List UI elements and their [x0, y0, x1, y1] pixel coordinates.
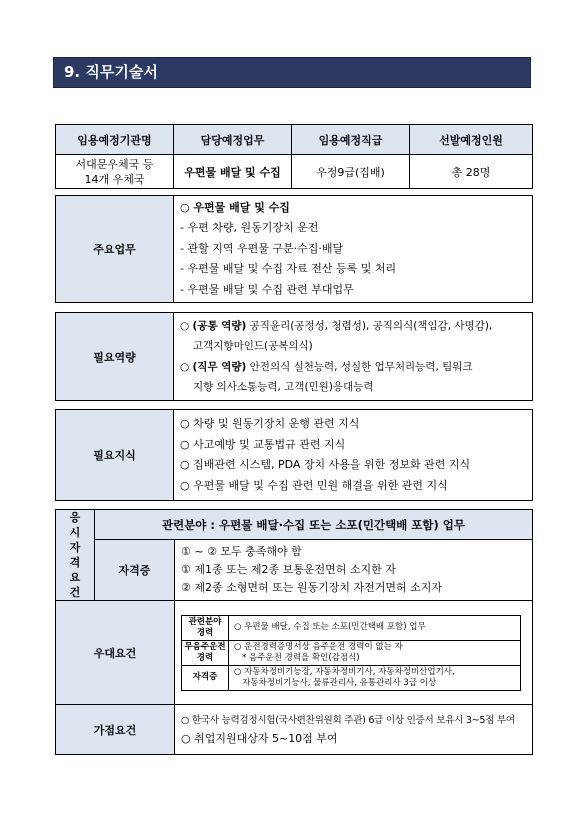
recruit-table: [55, 124, 533, 189]
col-header-count: 선발예정인원: [410, 125, 533, 155]
col-header-duty: 담당예정업무: [174, 125, 292, 155]
cert-item: ① 제1종 또는 제2종 보통운전면허 소지한 자: [181, 563, 396, 577]
qualification-side-label: 응 시 자 격 요 건: [56, 510, 95, 601]
knowledge-item: ○ 집배관련 시스템, PDA 장치 사용을 위한 정보화 관련 지식: [180, 458, 471, 471]
cell-duty: 우편물 배달 및 수집: [174, 155, 292, 189]
cert-item: ① ~ ② 모두 충족해야 함: [181, 545, 302, 559]
knowledge-table: [55, 409, 533, 501]
competency-item-cont: 지향 의사소통능력, 고객(민원)응대능력: [193, 381, 374, 393]
competency-label: 필요역량: [56, 313, 174, 401]
pref-key: 관련분야 경력: [182, 615, 229, 640]
section-title: 9. 직무기술서: [53, 57, 531, 88]
bonus-list: [175, 705, 533, 755]
knowledge-label: 필요지식: [56, 410, 174, 501]
pref-row: [182, 665, 521, 690]
duty-item: - 우편 차량, 원동기장치 운전: [180, 221, 319, 235]
duty-item: - 우편물 배달 및 수집 관련 부대업무: [180, 282, 354, 296]
knowledge-item: ○ 사고예방 및 교통법규 관련 지식: [180, 437, 346, 451]
pref-table: [181, 615, 521, 691]
bonus-label: 가점요건: [56, 705, 175, 755]
duty-item: ○ 우편물 배달 및 수집: [180, 200, 290, 214]
qualification-table: [55, 509, 533, 755]
competency-item: ○ (직무 역량) 안전의식 실천능력, 성실한 업무처리능력, 팀워크: [180, 360, 473, 373]
cell-count: 총 28명: [410, 155, 533, 189]
cell-agency: 서대문우체국 등 14개 우체국: [56, 155, 174, 189]
pref-value: ○ 우편물 배달, 수집 또는 소포(민간택배 포함) 업무: [229, 615, 521, 640]
duties-list: [174, 196, 533, 303]
pref-key: 자격증: [182, 665, 229, 690]
related-field: 관련분야 : 우편물 배달·수집 또는 소포(민간택배 포함) 업무: [95, 510, 533, 540]
pref-cell: [175, 601, 533, 705]
competency-table: [55, 312, 533, 401]
competency-item-cont: 고객지향마인드(공복의식): [193, 340, 313, 352]
knowledge-item: ○ 우편물 배달 및 수집 관련 민원 해결을 위한 관련 지식: [180, 478, 448, 492]
cert-item: ② 제2종 소형면허 또는 원동기장치 자전거면허 소지자: [181, 581, 442, 595]
knowledge-list: [174, 410, 533, 501]
duty-item: - 관할 지역 우편물 구분·수집·배달: [180, 241, 344, 255]
bonus-item: ○ 취업지원대상자 5~10점 부여: [181, 731, 338, 745]
cert-list: [175, 540, 533, 601]
duties-table: [55, 195, 533, 303]
competency-list: [174, 313, 533, 401]
knowledge-item: ○ 차량 및 원동기장치 운행 관련 지식: [180, 417, 360, 430]
pref-value: ○ 자동차정비기능장, 자동차정비기사, 자동차정비산업기사, 자동차정비기능사, 물류관리사, 유통관리사 3급 이상: [229, 665, 521, 690]
pref-value: ○ 운전경력증명서상 음주운전 경력이 없는 자 * 음주운전 경력을 확인(감점식): [229, 640, 521, 665]
pref-key: 무음주운전 경력: [182, 640, 229, 665]
pref-row: [182, 640, 521, 665]
cell-grade: 우정9급(집배): [292, 155, 410, 189]
duties-label: 주요업무: [56, 196, 174, 303]
competency-item: ○ (공통 역량) 공직윤리(공정성, 청렴성), 공직의식(책임감, 사명감),: [180, 319, 493, 332]
cert-label: 자격증: [95, 540, 175, 601]
duty-item: - 우편물 배달 및 수집 자료 전산 등록 및 처리: [180, 262, 397, 276]
bonus-item: ○ 한국사 능력검정시험(국사편찬위원회 주관) 6급 이상 인증서 보유시 3~5점 부여: [181, 714, 515, 726]
pref-label: 우대요건: [56, 601, 175, 705]
col-header-agency: 임용예정기관명: [56, 125, 174, 155]
pref-row: [182, 615, 521, 640]
col-header-grade: 임용예정직급: [292, 125, 410, 155]
